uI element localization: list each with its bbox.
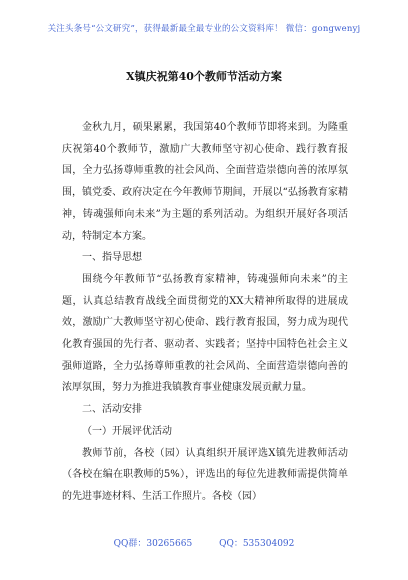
evaluation-paragraph: 教师节前，各校（园）认真组织开展评选X镇先进教师活动（各校在编在职教师的5%），评选出的每位先进教师需提供简单的先进事迹材料、生活工作照片。各校（园） bbox=[62, 447, 348, 502]
subsection-heading-evaluation: （一）开展评优活动 bbox=[82, 425, 172, 437]
document-title: X镇庆祝第40个教师节活动方案 bbox=[126, 70, 282, 83]
guiding-ideology-paragraph: 围绕今年教师节“弘扬教育家精神，铸魂强师向未来”的主题，认真总结教育战线全面贯彻党的XX大精神所取得的进展成效，激励广大教师坚守初心使命、践行教育报国，努力成为现代化教育强国的先行者、驱动者、实践者；坚持中国特色社会主义强师道路，全力弘扬尊师重教的社会风尚、全面营造崇德向善的浓厚氛围，努力为推进我镇教育事业健康发展贡献力量。 bbox=[62, 273, 348, 394]
document-body bbox=[62, 117, 348, 508]
footer-qq-number: QQ：535304092 bbox=[219, 539, 295, 549]
section-heading-guiding-ideology: 一、指导思想 bbox=[82, 252, 142, 264]
section-heading-activity-arrangement: 二、活动安排 bbox=[82, 404, 142, 416]
footer-contact bbox=[0, 536, 408, 549]
footer-qq-group: QQ群：30265665 bbox=[113, 539, 193, 549]
intro-paragraph: 金秋九月，硕果累累，我国第40个教师节即将来到。为隆重庆祝第40个教师节，激励广大教师坚守初心使命、践行教育报国，全力弘扬尊师重教的社会风尚、全面营造崇德向善的浓厚氛围，镇党委、政府决定在今年教师节期间，开展以“弘扬教育家精神，铸魂强师向未来”为主题的系列活动。为组织开展好各项活动，特制定本方案。 bbox=[62, 122, 348, 242]
header-notice: 关注头条号“公文研究”，获得最新最全最专业的公文资料库！ 微信：gongwenyj bbox=[47, 24, 361, 34]
